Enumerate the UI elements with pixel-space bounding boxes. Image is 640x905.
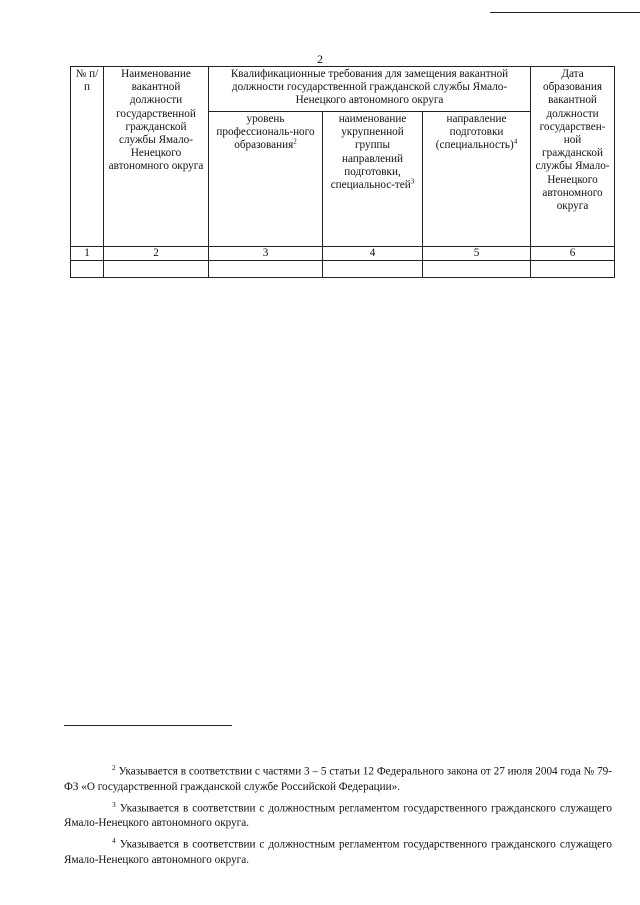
header-specialty-group bbox=[323, 112, 423, 247]
empty-cell bbox=[209, 261, 323, 278]
header-vacancy-date: Дата образования вакантной должности государствен-ной гражданской службы Ямало-Ненецкого автономного округа bbox=[531, 67, 615, 247]
header-education-level bbox=[209, 112, 323, 247]
footnote-number: 4 bbox=[112, 836, 116, 846]
empty-cell bbox=[423, 261, 531, 278]
column-number: 1 bbox=[71, 247, 104, 261]
footnote-ref-3: 3 bbox=[410, 177, 415, 186]
empty-cell bbox=[104, 261, 209, 278]
header-number: № п/п bbox=[71, 67, 104, 247]
footnote-ref-4: 4 bbox=[513, 137, 518, 146]
header-training-direction bbox=[423, 112, 531, 247]
qualification-requirements-table bbox=[70, 66, 615, 278]
footnote-4 bbox=[64, 833, 612, 868]
column-number: 5 bbox=[423, 247, 531, 261]
top-rule bbox=[490, 12, 640, 13]
footnote-number: 3 bbox=[112, 799, 116, 809]
footnote-text: Указывается в соответствии с должностным регламентом государственного гражданского служащего Ямало-Ненецкого автономного округа. bbox=[64, 802, 612, 830]
empty-cell bbox=[323, 261, 423, 278]
footnote-text: Указывается в соответствии с частями 3 – 5 статьи 12 Федерального закона от 27 июля 2004 года № 79-ФЗ «О государственной гражданской службе Российской Федерации». bbox=[64, 765, 613, 793]
footnote-separator bbox=[64, 725, 232, 726]
empty-cell bbox=[531, 261, 615, 278]
header-training-direction-text: направление подготовки (специальность) bbox=[435, 113, 514, 152]
footnote-number: 2 bbox=[112, 763, 116, 772]
column-number: 3 bbox=[209, 247, 323, 261]
column-numbers-row bbox=[71, 247, 615, 261]
column-number: 6 bbox=[531, 247, 615, 261]
header-position-name: Наименование вакантной должности государственной гражданской службы Ямало-Ненецкого автономного округа bbox=[104, 67, 209, 247]
empty-cell bbox=[71, 261, 104, 278]
empty-data-row bbox=[71, 261, 615, 278]
page-number: 2 bbox=[317, 52, 323, 66]
header-specialty-group-text: наименование укрупненной группы направлений подготовки, специальнос-тей bbox=[330, 113, 411, 192]
column-number: 2 bbox=[104, 247, 209, 261]
footnote-text: Указывается в соответствии с должностным регламентом государственного гражданского служащего Ямало-Ненецкого автономного округа. bbox=[64, 839, 612, 867]
footnote-2 bbox=[64, 760, 612, 795]
footnotes bbox=[64, 760, 612, 870]
header-education-level-text: уровень профессиональ-ного образования bbox=[216, 113, 315, 152]
header-qualification-requirements: Квалификационные требования для замещения вакантной должности государственной гражданской службы Ямало-Ненецкого автономного округа bbox=[209, 67, 531, 112]
footnote-3 bbox=[64, 797, 612, 832]
footnote-ref-2: 2 bbox=[293, 137, 297, 146]
column-number: 4 bbox=[323, 247, 423, 261]
